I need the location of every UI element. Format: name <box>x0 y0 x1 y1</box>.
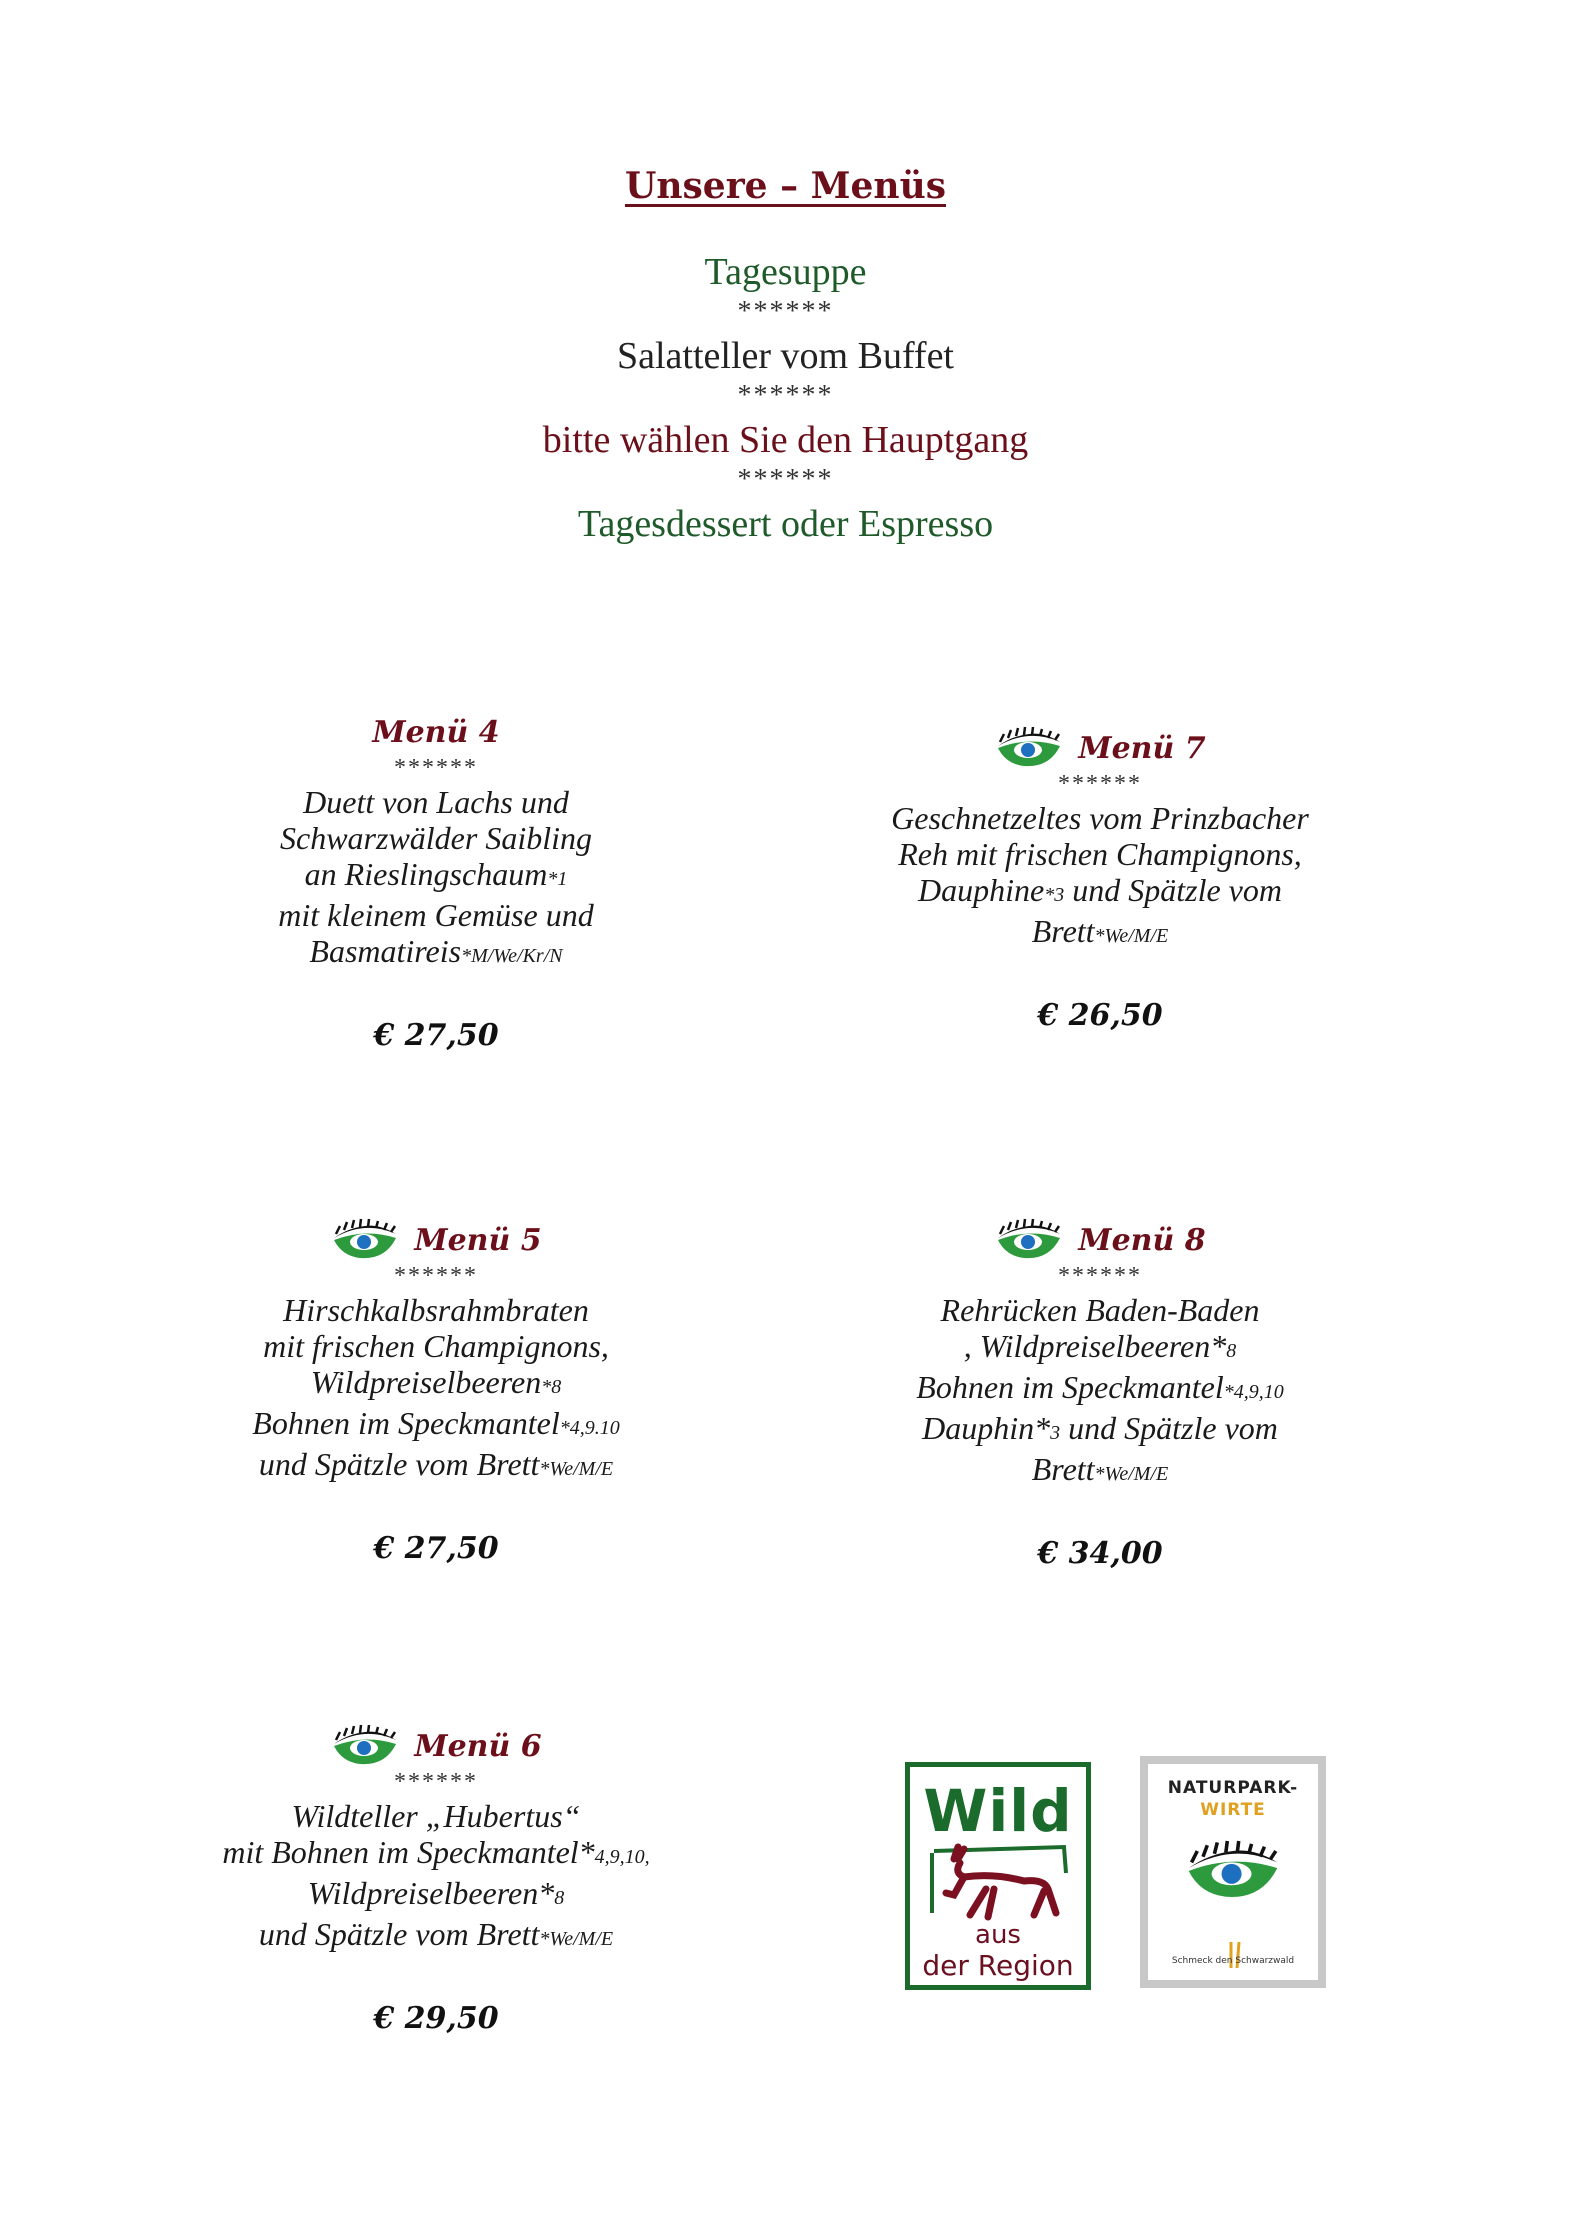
course-soup: Tagesuppe <box>704 251 867 293</box>
menu-title: Menü 5 <box>414 1222 542 1258</box>
naturpark-eye-icon <box>1183 1834 1283 1908</box>
menu-card <box>176 1214 696 1566</box>
naturpark-eye-icon <box>994 1218 1064 1262</box>
menu-line: Hirschkalbsrahmbraten <box>283 1292 589 1328</box>
menu-stars: ****** <box>394 1769 478 1795</box>
logo-wild-word: Wild <box>923 1777 1073 1845</box>
allergen-note: 8 <box>1226 1340 1237 1362</box>
naturpark-eye-icon <box>330 1724 400 1768</box>
allergen-note: *M/We/Kr/N <box>461 945 563 967</box>
menu-price: € 27,50 <box>373 1531 499 1566</box>
logo-np-tagline: Schmeck den Schwarzwald <box>1171 1956 1295 1966</box>
menu-header <box>166 1720 706 1772</box>
allergen-note: *We/M/E <box>539 1928 614 1950</box>
menu-price: € 26,50 <box>1037 998 1163 1033</box>
menu-line-text: mit Bohnen im Speckmantel* <box>222 1834 595 1870</box>
menu-line <box>176 1446 696 1487</box>
allergen-note: 8 <box>554 1887 565 1909</box>
menu-line <box>840 913 1360 954</box>
allergen-note: *8 <box>541 1376 562 1398</box>
menu-line-text: Brett <box>1031 913 1095 949</box>
menu-line <box>186 933 686 974</box>
menu-line <box>176 1364 696 1405</box>
menu-line-text: Dauphin* <box>922 1410 1051 1446</box>
allergen-note: *1 <box>547 868 568 890</box>
menu-line: Geschnetzeltes vom Prinzbacher <box>891 800 1309 836</box>
menu-stars: ****** <box>1058 771 1142 797</box>
logo-wild-line1: aus <box>975 1920 1021 1950</box>
menu-line-text: Dauphine <box>918 872 1045 908</box>
menu-line <box>166 1875 706 1916</box>
menu-line-text: und Spätzle vom <box>1064 872 1282 908</box>
allergen-note: 3 <box>1050 1422 1061 1444</box>
menu-line: Rehrücken Baden-Baden <box>940 1292 1260 1328</box>
course-dessert: Tagesdessert oder Espresso <box>577 503 994 545</box>
menu-header <box>176 1214 696 1266</box>
menu-line-text: Bohnen im Speckmantel <box>916 1369 1224 1405</box>
naturpark-eye-icon <box>994 726 1064 770</box>
allergen-note: *We/M/E <box>1094 1463 1169 1485</box>
menu-card <box>166 1720 706 2036</box>
menu-line: Duett von Lachs und <box>303 784 569 820</box>
naturpark-eye-icon <box>330 1218 400 1262</box>
menu-stars: ****** <box>1058 1263 1142 1289</box>
menu-header <box>840 722 1360 774</box>
menu-line-text: und Spätzle vom Brett <box>258 1446 540 1482</box>
menu-line-text: und Spätzle vom <box>1060 1410 1278 1446</box>
menu-line-text: Basmatireis <box>309 933 462 969</box>
logo-np-line2: WIRTE <box>1200 1800 1266 1820</box>
menu-price: € 34,00 <box>1037 1536 1163 1571</box>
menu-line-text: Wildpreiselbeeren <box>310 1364 542 1400</box>
deer-icon <box>924 1843 1074 1923</box>
menu-price: € 29,50 <box>373 2001 499 2036</box>
menu-title: Menü 8 <box>1078 1222 1206 1258</box>
menu-card <box>186 706 686 1053</box>
menu-line: Wildteller „Hubertus“ <box>291 1798 581 1834</box>
menu-line: Reh mit frischen Champignons, <box>898 836 1302 872</box>
menu-line <box>840 1451 1360 1492</box>
menu-line: mit kleinem Gemüse und <box>278 897 594 933</box>
menu-line-text: und Spätzle vom Brett <box>258 1916 540 1952</box>
separator-stars: ****** <box>737 296 834 327</box>
menu-title: Menü 6 <box>414 1728 542 1764</box>
menu-line <box>840 1410 1360 1451</box>
logo-np-line1: NATURPARK- <box>1167 1778 1299 1798</box>
allergen-note: 4,9,10, <box>594 1846 650 1868</box>
naturpark-wirte-logo <box>1140 1756 1326 1988</box>
menu-title: Menü 4 <box>372 714 500 750</box>
menu-card <box>840 1214 1360 1571</box>
logo-wild-line2: der Region <box>922 1949 1074 1982</box>
allergen-note: *4,9,10 <box>1223 1381 1284 1403</box>
menu-header <box>840 1214 1360 1266</box>
menu-line-text: , Wildpreiselbeeren* <box>963 1328 1227 1364</box>
menu-title: Menü 7 <box>1078 730 1206 766</box>
menu-price: € 27,50 <box>373 1018 499 1053</box>
course-salad: Salatteller vom Buffet <box>617 335 954 377</box>
separator-stars: ****** <box>737 464 834 495</box>
menu-line-text: Wildpreiselbeeren* <box>307 1875 555 1911</box>
allergen-note: *We/M/E <box>1094 925 1169 947</box>
menu-line <box>166 1834 706 1875</box>
menu-stars: ****** <box>394 1263 478 1289</box>
menu-stars: ****** <box>394 755 478 781</box>
menu-line-text: Brett <box>1031 1451 1095 1487</box>
menu-line <box>840 1328 1360 1369</box>
menu-line <box>176 1405 696 1446</box>
menu-line <box>186 856 686 897</box>
menu-line-text: an Rieslingschaum <box>304 856 548 892</box>
menu-line <box>166 1916 706 1957</box>
allergen-note: *3 <box>1044 884 1065 906</box>
menu-line: Schwarzwälder Saibling <box>279 820 592 856</box>
menu-line <box>840 872 1360 913</box>
course-main: bitte wählen Sie den Hauptgang <box>542 419 1029 461</box>
menu-card <box>840 722 1360 1033</box>
menu-header <box>186 706 686 758</box>
allergen-note: *4,9.10 <box>559 1417 620 1439</box>
page-title: Unsere – Menüs <box>624 165 947 207</box>
allergen-note: *We/M/E <box>539 1458 614 1480</box>
logo-np-inner <box>1148 1764 1318 1980</box>
menu-line: mit frischen Champignons, <box>263 1328 609 1364</box>
wild-aus-der-region-logo <box>905 1762 1091 1990</box>
menu-line-text: Bohnen im Speckmantel <box>252 1405 560 1441</box>
menu-line <box>840 1369 1360 1410</box>
separator-stars: ****** <box>737 380 834 411</box>
